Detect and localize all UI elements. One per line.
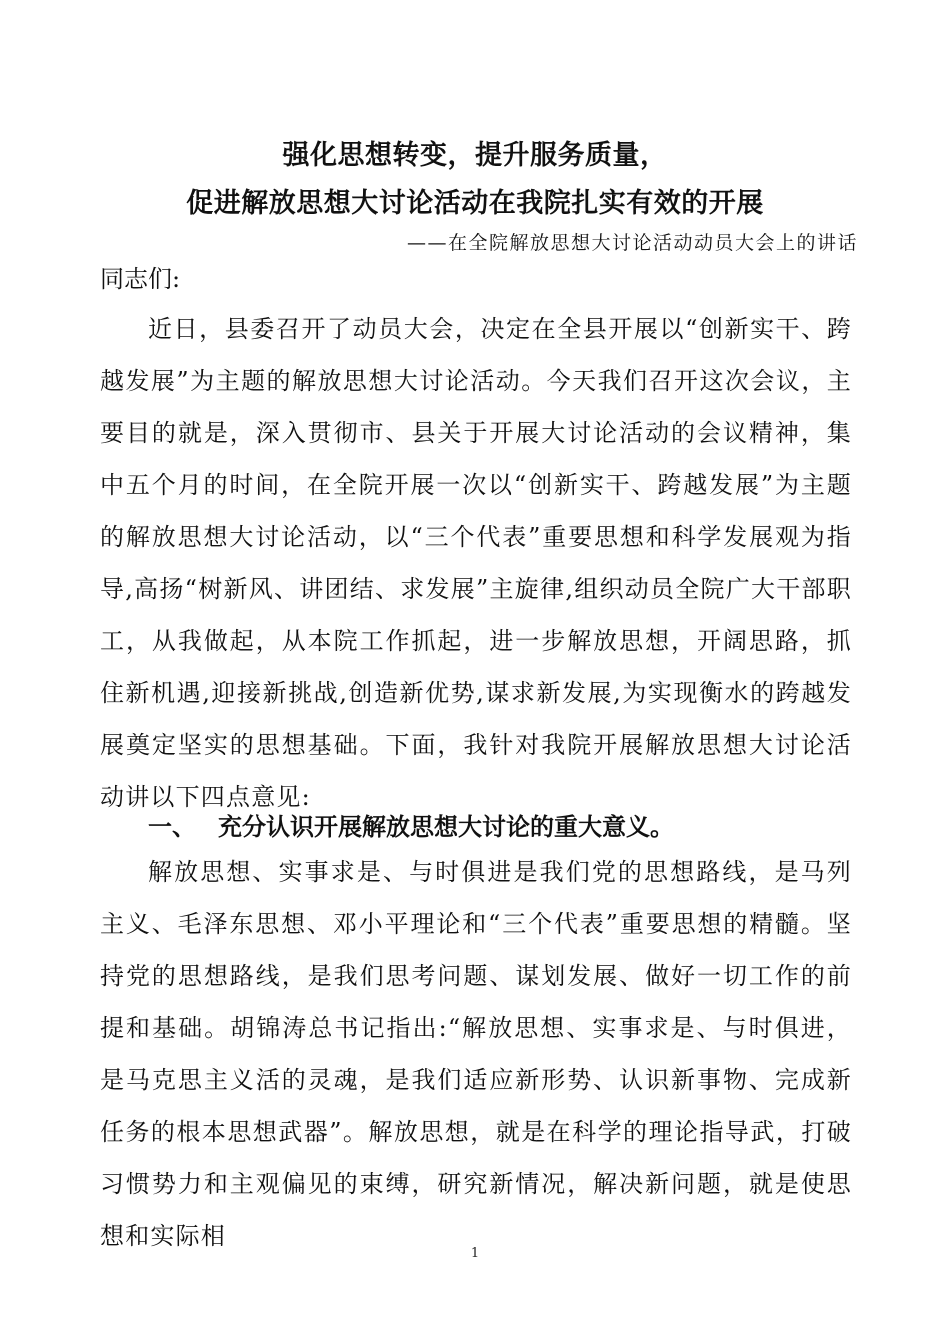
section-heading-text: 充分认识开展解放思想大讨论的重大意义。 (218, 813, 674, 841)
paragraph-section-1: 解放思想、实事求是、与时俱进是我们党的思想路线，是马列主义、毛泽东思想、邓小平理论和“三个代表”重要思想的精髓。坚持党的思想路线，是我们思考问题、谋划发展、做好一切工作的前提和基础。胡锦涛总书记指出:“解放思想、实事求是、与时俱进，是马克思主义活的灵魂，是我们适应新形势、认识新事物、完成新任务的根本思想武器”。解放思想，就是在科学的理论指导武，打破习惯势力和主观偏见的束缚，研究新情况，解决新问题，就是使思想和实际相 (100, 858, 852, 1250)
document-title-line-1: 强化思想转变，提升服务质量， (282, 140, 668, 171)
section-heading-number: 一、 (148, 813, 196, 841)
document-subtitle: ——在全院解放思想大讨论活动动员大会上的讲话 (406, 232, 858, 254)
page-number: 1 (470, 1246, 480, 1261)
document-title-line-2: 促进解放思想大讨论活动在我院扎实有效的开展 (186, 188, 764, 219)
paragraph-intro: 近日，县委召开了动员大会，决定在全县开展以“创新实干、跨越发展”为主题的解放思想大讨论活动。今天我们召开这次会议，主要目的就是，深入贯彻市、县关于开展大讨论活动的会议精神，集中五个月的时间，在全院开展一次以“创新实干、跨越发展”为主题的解放思想大讨论活动，以“三个代表”重要思想和科学发展观为指导,高扬“树新风、讲团结、求发展”主旋律,组织动员全院广大干部职工，从我做起，从本院工作抓起，进一步解放思想，开阔思路，抓住新机遇,迎接新挑战,创造新优势,谋求新发展,为实现衡水的跨越发展奠定坚实的思想基础。下面，我针对我院开展解放思想大讨论活动讲以下四点意见: (100, 315, 852, 811)
salutation: 同志们: (100, 265, 181, 293)
section-heading-1 (148, 807, 674, 842)
